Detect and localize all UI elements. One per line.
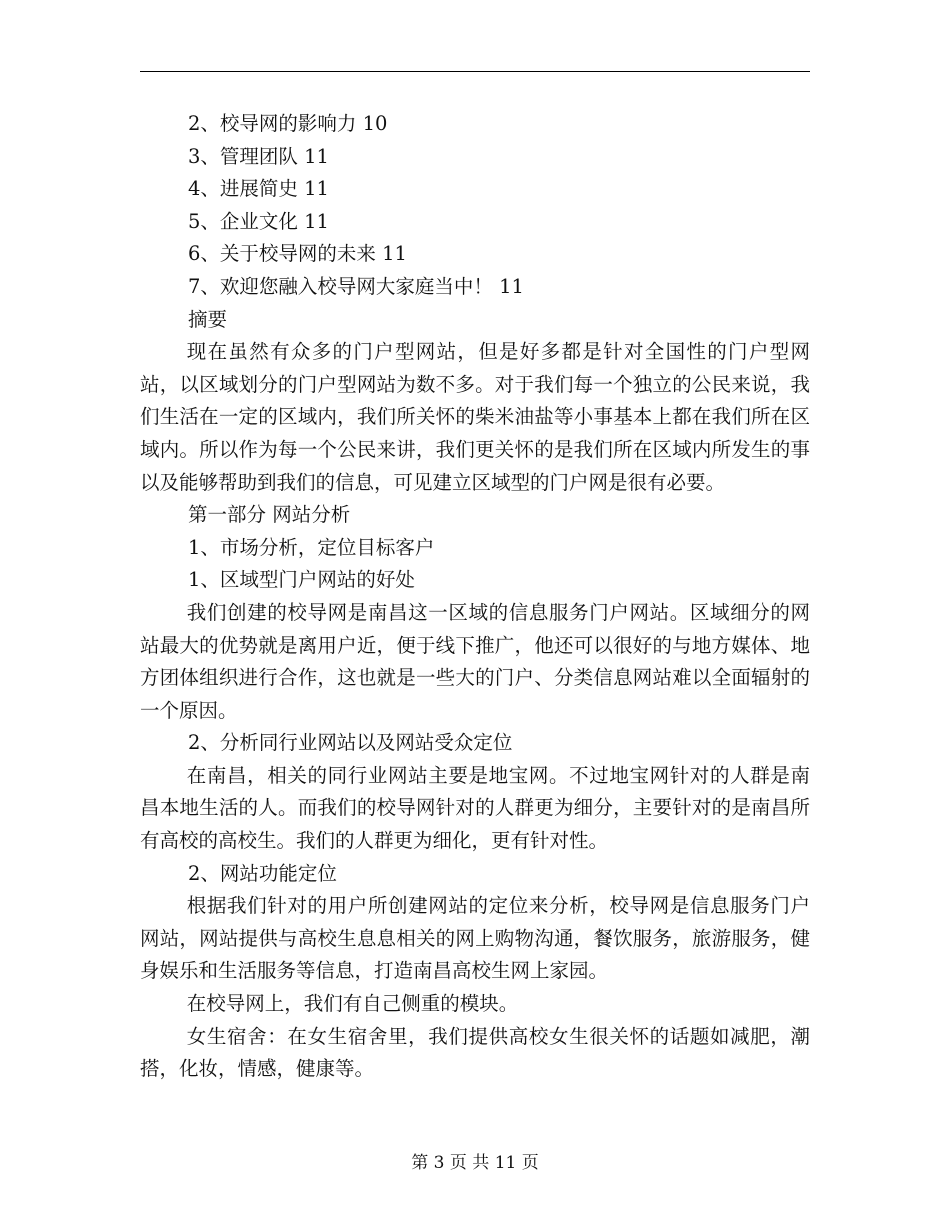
toc-item: 4、进展简史 11: [188, 177, 329, 201]
document-body: [140, 108, 810, 1086]
subsection-heading: 2、分析同行业网站以及网站受众定位: [188, 731, 513, 755]
body-paragraph: 在南昌，相关的同行业网站主要是地宝网。不过地宝网针对的人群是南昌本地生活的人。而我们的校导网针对的人群更为细分，主要针对的是南昌所有高校的高校生。我们的人群更为细化，更有针对性。: [140, 763, 810, 853]
part-heading: 第一部分 网站分析: [188, 503, 351, 527]
page-footer: 第 3 页 共 11 页: [411, 1153, 539, 1173]
section-heading: 2、网站功能定位: [188, 861, 337, 885]
toc-item: 5、企业文化 11: [188, 209, 329, 233]
body-paragraph: 根据我们针对的用户所创建网站的定位来分析，校导网是信息服务门户网站，网站提供与高校生息息相关的网上购物沟通，餐饮服务，旅游服务，健身娱乐和生活服务等信息，打造南昌高校生网上家园。: [140, 894, 810, 983]
toc-item: 3、管理团队 11: [188, 144, 329, 168]
header-rule: [140, 71, 810, 72]
abstract-paragraph: 现在虽然有众多的门户型网站，但是好多都是针对全国性的门户型网站，以区域划分的门户型网站为数不多。对于我们每一个独立的公民来说，我们生活在一定的区域内，我们所关怀的柴米油盐等小事基本上都在我们所在区域内。所以作为每一个公民来讲，我们更关怀的是我们所在区域内所发生的事以及能够帮助到我们的信息，可见建立区域型的门户网是很有必要。: [140, 340, 810, 494]
toc-item: 6、关于校导网的未来 11: [188, 242, 407, 266]
body-paragraph: 在校导网上，我们有自己侧重的模块。: [186, 992, 519, 1016]
toc-item: 2、校导网的影响力 10: [188, 112, 388, 135]
body-paragraph: 女生宿舍：在女生宿舍里，我们提供高校女生很关怀的话题如减肥，潮搭，化妆，情感，健康等。: [140, 1024, 810, 1081]
section-heading: 1、市场分析，定位目标客户: [188, 535, 435, 559]
body-paragraph: 我们创建的校导网是南昌这一区域的信息服务门户网站。区域细分的网站最大的优势就是离用户近，便于线下推广，他还可以很好的与地方媒体、地方团体组织进行合作，这也就是一些大的门户、分类信息网站难以全面辐射的一个原因。: [140, 600, 810, 722]
toc-item: 7、欢迎您融入校导网大家庭当中！ 11: [188, 274, 524, 298]
abstract-heading: 摘要: [188, 307, 228, 331]
subsection-heading: 1、区域型门户网站的好处: [188, 568, 415, 592]
